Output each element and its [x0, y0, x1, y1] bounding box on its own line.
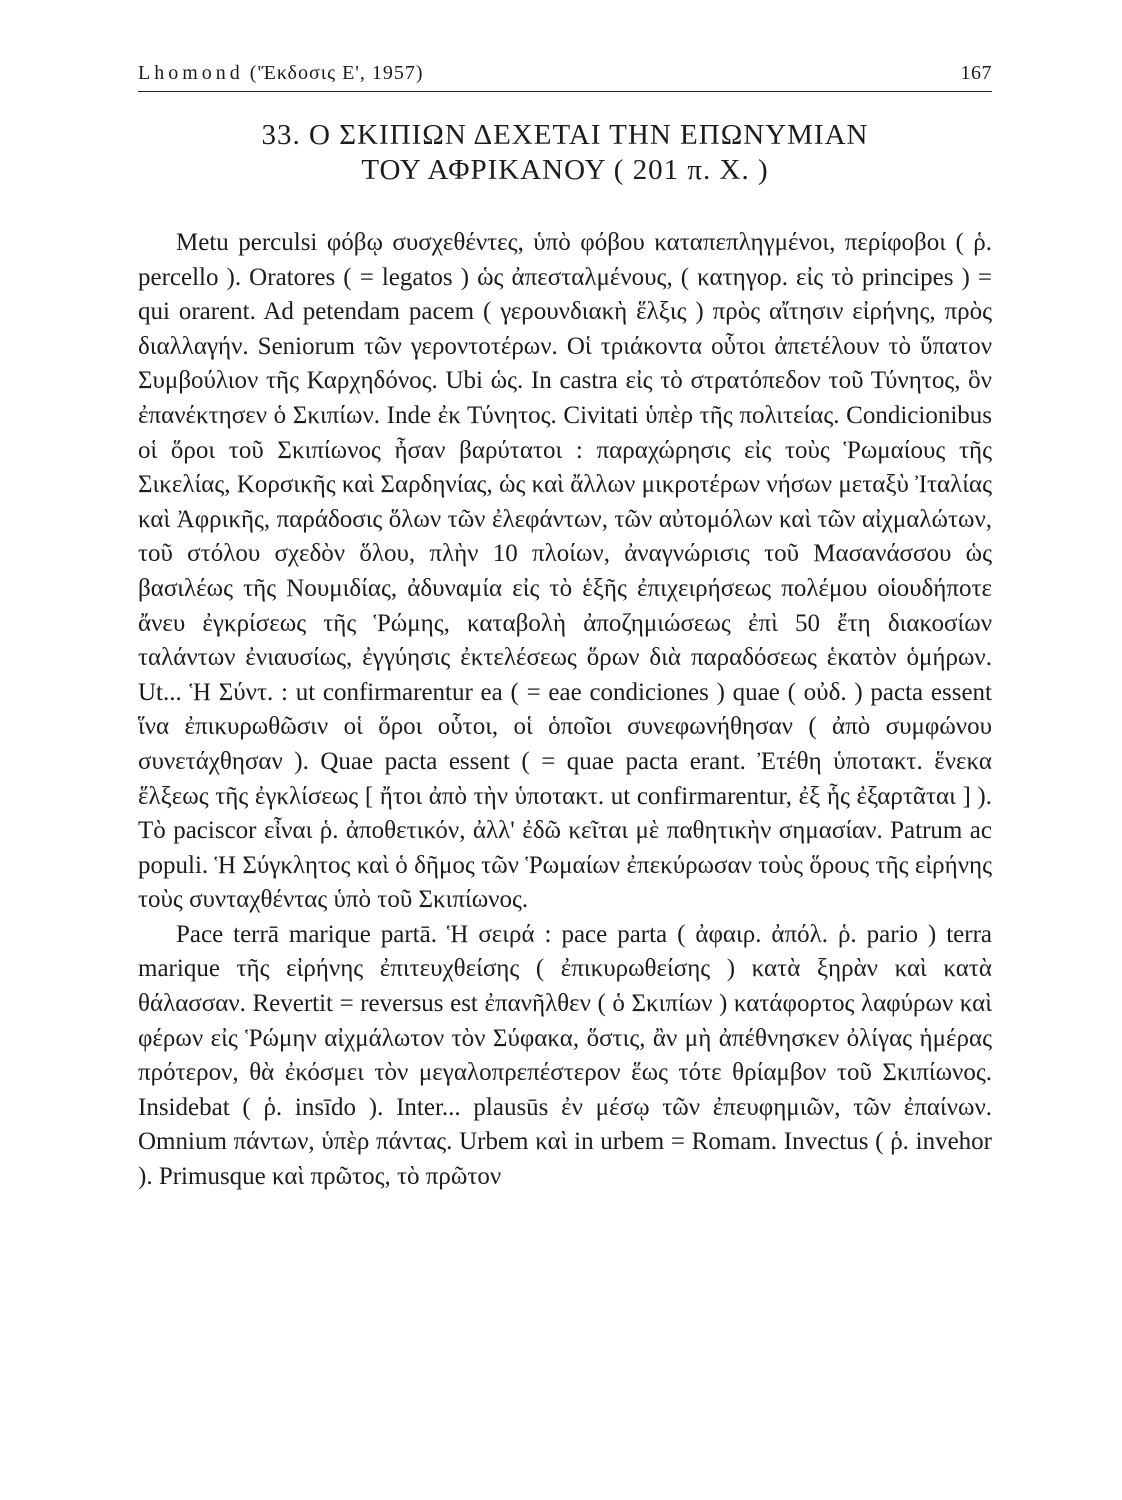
commentary-body: [138, 226, 992, 1195]
section-title: [138, 118, 992, 188]
section-title-line-1: 33. Ο ΣΚΙΠΙΩΝ ΔΕΧΕΤΑΙ ΤΗΝ ΕΠΩΝΥΜΙΑΝ: [261, 119, 869, 151]
paragraph: Pace terrā marique partā. Ἡ σειρά : pace parta ( ἀφαιρ. ἀπόλ. ῥ. pario ) terra marique τῆς εἰρήνης ἐπιτευχθείσης ( ἐπικυρωθείσης ) κατὰ ξηρὰν καὶ κατὰ θάλασσαν. Revertit = reversus est ἐπανῆλθεν ( ὁ Σκιπίων ) κατάφορτος λαφύρων καὶ φέρων εἰς Ῥώμην αἰχμάλωτον τὸν Σύφακα, ὅστις, ἂν μὴ ἀπέθνησκεν ὀλίγας ἡμέρας πρότερον, θὰ ἐκόσμει τὸν μεγαλοπρεπέστερον ἕως τότε θρίαμβον τοῦ Σκιπίωνος. Insidebat ( ῥ. insīdo ). Inter... plausūs ἐν μέσῳ τῶν ἐπευφημιῶν, τῶν ἐπαίνων. Omnium πάντων, ὑπὲρ πάντας. Urbem καὶ in urbem = Romam. Invectus ( ῥ. invehor ). Primusque καὶ πρῶτος, τὸ πρῶτον: [138, 920, 992, 1191]
header-author: Lhomond: [138, 62, 244, 84]
section-title-line-2: ΤΟΥ ΑΦΡΙΚΑΝΟΥ ( 201 π. Χ. ): [361, 154, 769, 186]
book-page: [138, 62, 992, 1195]
header-citation: [138, 62, 424, 85]
running-header: [138, 62, 992, 92]
header-edition: ('Έκδοσις Ε', 1957): [249, 62, 424, 84]
page-number: 167: [960, 62, 992, 84]
paragraph: Metu perculsi φόβῳ συσχεθέντες, ὑπὸ φόβου καταπεπληγμένοι, περίφοβοι ( ῥ. percello ). Oratores ( = legatos ) ὡς ἀπεσταλμένους, ( κατηγορ. εἰς τὸ principes ) = qui orarent. Ad petendam pacem ( γερουνδιακὴ ἕλξις ) πρὸς αἴτησιν εἰρήνης, πρὸς διαλλαγήν. Seniorum τῶν γεροντοτέρων. Οἱ τριάκοντα οὗτοι ἀπετέλουν τὸ ὕπατον Συμβούλιον τῆς Καρχηδόνος. Ubi ὡς. In castra εἰς τὸ στρατόπεδον τοῦ Τύνητος, ὃν ἐπανέκτησεν ὁ Σκιπίων. Inde ἐκ Τύνητος. Civitati ὑπὲρ τῆς πολιτείας. Condicionibus οἱ ὅροι τοῦ Σκιπίωνος ἦσαν βαρύτατοι : παραχώρησις εἰς τοὺς Ῥωμαίους τῆς Σικελίας, Κορσικῆς καὶ Σαρδηνίας, ὡς καὶ ἄλλων μικροτέρων νήσων μεταξὺ Ἰταλίας καὶ Ἀφρικῆς, παράδοσις ὅλων τῶν ἐλεφάντων, τῶν αὐτομόλων καὶ τῶν αἰχμαλώτων, τοῦ στόλου σχεδὸν ὅλου, πλὴν 10 πλοίων, ἀναγνώρισις τοῦ Μασανάσσου ὡς βασιλέως τῆς Νουμιδίας, ἀδυναμία εἰς τὸ ἑξῆς ἐπιχειρήσεως πολέμου οἱουδήποτε ἄνευ ἐγκρίσεως τῆς Ῥώμης, καταβολὴ ἀποζημιώσεως ἐπὶ 50 ἔτη διακοσίων ταλάντων ἐνιαυσίως, ἐγγύησις ἐκτελέσεως ὅρων διὰ παραδόσεως ἑκατὸν ὁμήρων. Ut... Ἡ Σύντ. : ut confirmarentur ea ( = eae condiciones ) quae ( οὐδ. ) pacta essent ἵνα ἐπικυρωθῶσιν οἱ ὅροι οὗτοι, οἱ ὁποῖοι συνεφωνήθησαν ( ἀπὸ συμφώνου συνετάχθησαν ). Quae pacta essent ( = quae pacta erant. Ἐτέθη ὑποτακτ. ἕνεκα ἕλξεως τῆς ἐγκλίσεως [ ἤτοι ἀπὸ τὴν ὑποτακτ. ut confirmarentur, ἐξ ἧς ἐξαρτᾶται ] ). Τὸ paciscor εἶναι ῥ. ἀποθετικόν, ἀλλ' ἐδῶ κεῖται μὲ παθητικὴν σημασίαν. Patrum ac populi. Ἡ Σύγκλητος καὶ ὁ δῆμος τῶν Ῥωμαίων ἐπεκύρωσαν τοὺς ὅρους τῆς εἰρήνης τοὺς συνταχθέντας ὑπὸ τοῦ Σκιπίωνος.: [138, 229, 992, 914]
